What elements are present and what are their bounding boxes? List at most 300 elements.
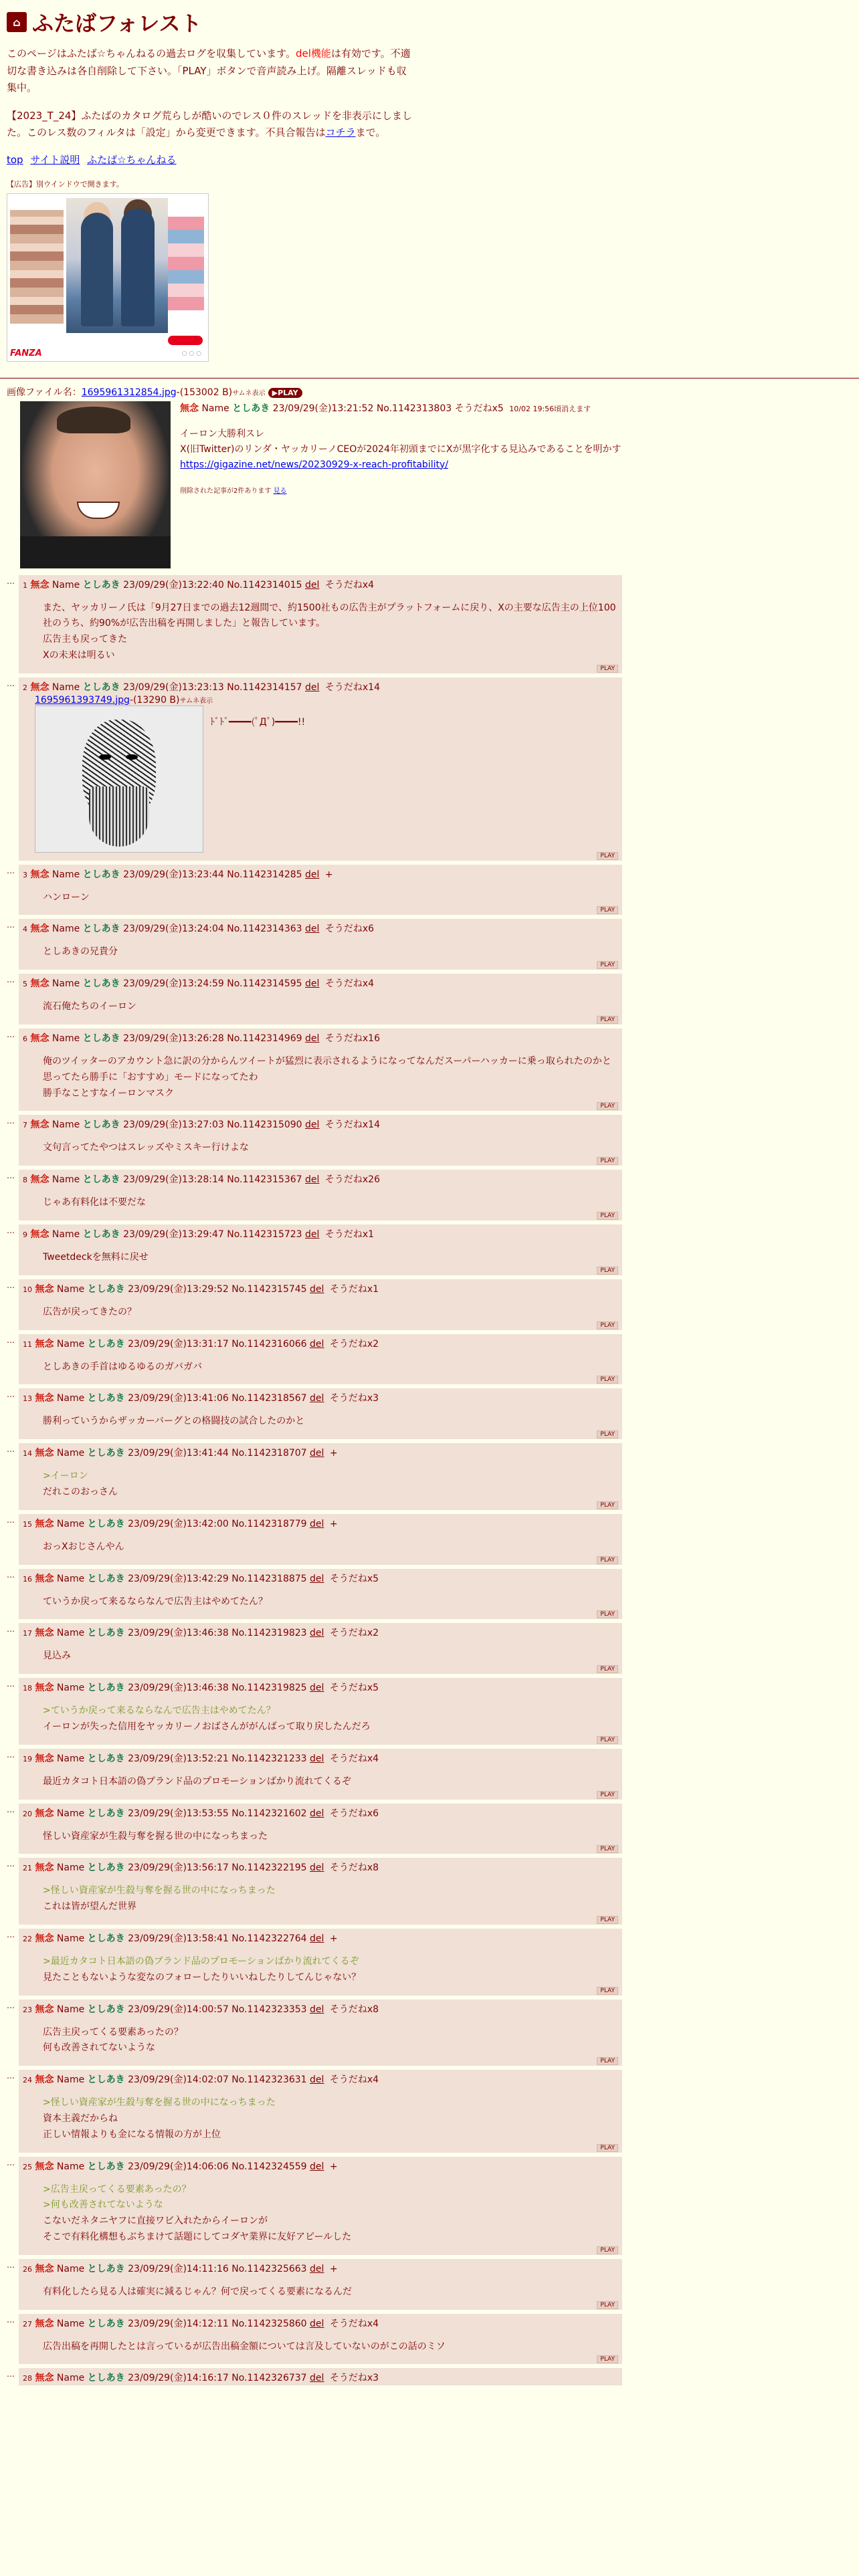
reply-line: 資本主義だからね <box>43 2113 118 2124</box>
reply-subject: 無念 <box>35 1808 54 1819</box>
reply-subject: 無念 <box>35 1393 54 1404</box>
reply-box <box>19 1443 622 1510</box>
del-button[interactable]: del <box>305 1033 320 1045</box>
reply-date: 23/09/29(金)14:12:11 <box>128 2318 229 2329</box>
reply-index: 11 <box>23 1339 32 1349</box>
show-deleted-link[interactable]: 見る <box>273 487 287 495</box>
reply-header <box>23 867 618 881</box>
reply-number[interactable]: No.1142318779 <box>231 1518 307 1529</box>
op-file-line <box>7 385 852 399</box>
sodane-button[interactable]: そうだねx4 <box>324 579 375 591</box>
ad-button[interactable] <box>168 336 203 345</box>
bug-report-link[interactable]: コチラ <box>325 126 356 138</box>
reply-dots: … <box>7 2000 15 2010</box>
reply-number[interactable]: No.1142314595 <box>227 978 302 990</box>
reply-dots: … <box>7 1570 15 1580</box>
reply-box <box>19 1678 622 1745</box>
op-file-link[interactable]: 1695961312854.jpg <box>81 387 177 398</box>
site-notice <box>7 108 415 142</box>
reply-date: 23/09/29(金)13:31:17 <box>128 1338 229 1350</box>
name-label: Name <box>52 1174 80 1186</box>
reply-date: 23/09/29(金)13:41:44 <box>128 1448 229 1459</box>
reply-file-line <box>35 695 618 706</box>
play-button-row <box>23 907 618 914</box>
reply-subject: 無念 <box>30 579 50 591</box>
del-button[interactable]: del <box>305 1174 320 1186</box>
reply-header <box>23 1572 618 1585</box>
sodane-button[interactable]: そうだねx4 <box>329 1753 379 1764</box>
reply-subject: 無念 <box>35 1448 54 1459</box>
sodane-button[interactable]: そうだねx4 <box>329 2074 379 2086</box>
del-button[interactable]: del <box>310 2161 324 2172</box>
reply-dots: … <box>7 1444 15 1455</box>
reply-image[interactable] <box>35 706 203 853</box>
reply-number[interactable]: No.1142315723 <box>227 1229 302 1241</box>
del-button[interactable]: del <box>310 1808 324 1819</box>
reply-line: 広告が戻ってきたの？ <box>43 1306 136 1317</box>
play-button[interactable]: PLAY <box>597 1102 618 1110</box>
reply-dots: … <box>7 1859 15 1869</box>
reply-post <box>7 1929 852 1996</box>
reply-name: としあき <box>87 2373 125 2384</box>
del-button[interactable]: del <box>310 2074 324 2086</box>
reply-line: おっXおじさんやん <box>43 1541 124 1552</box>
reply-line: 有料化したら見る人は確実に減るじゃん？何で戻ってくる要素になるんだ <box>43 2286 352 2297</box>
reply-name: としあき <box>87 1448 125 1459</box>
reply-dots: … <box>7 2369 15 2379</box>
del-button[interactable]: del <box>310 1393 324 1404</box>
reply-body <box>43 2339 618 2355</box>
play-button[interactable]: PLAY <box>597 1556 618 1564</box>
reply-body <box>43 999 618 1015</box>
reply-subject: 無念 <box>35 2004 54 2015</box>
reply-index: 7 <box>23 1121 27 1130</box>
nav-top-link[interactable]: top <box>7 153 23 166</box>
reply-date: 23/09/29(金)14:06:06 <box>128 2161 229 2172</box>
reply-body <box>43 2284 618 2300</box>
sodane-button[interactable]: そうだねx14 <box>324 1119 380 1131</box>
op-sodane[interactable]: そうだねx5 <box>454 403 504 414</box>
reply-name: としあき <box>87 1283 125 1295</box>
reply-number[interactable]: No.1142326737 <box>231 2373 307 2384</box>
reply-body <box>43 1250 618 1266</box>
sodane-button[interactable]: そうだねx6 <box>329 1808 379 1819</box>
reply-dots: … <box>7 975 15 985</box>
del-button[interactable]: del <box>310 1573 324 1584</box>
quote-line: >広告主戻ってくる要素あったの？ <box>43 2183 191 2195</box>
reply-subject: 無念 <box>35 2373 54 2384</box>
sodane-button[interactable]: そうだねx3 <box>329 2373 379 2384</box>
reply-body <box>43 1140 618 1156</box>
play-button-row <box>23 2058 618 2064</box>
play-button-row <box>23 1103 618 1109</box>
reply-box <box>19 1804 622 1854</box>
play-button[interactable]: PLAY <box>597 665 618 673</box>
reply-line: ていうか戻って来るならなんで広告主はやめてたん？ <box>43 1596 268 1607</box>
sodane-button[interactable]: そうだねx8 <box>329 2004 379 2015</box>
reply-box <box>19 2259 622 2310</box>
sodane-button[interactable]: そうだねx2 <box>329 1628 379 1639</box>
reply-post <box>7 1170 852 1220</box>
reply-subject: 無念 <box>35 1338 54 1350</box>
play-button[interactable]: PLAY <box>597 1845 618 1853</box>
reply-header <box>23 976 618 990</box>
reply-number[interactable]: No.1142318567 <box>231 1393 307 1404</box>
reply-name: としあき <box>82 579 120 591</box>
reply-file-link[interactable]: 1695961393749.jpg <box>35 694 130 706</box>
play-button[interactable]: PLAY <box>597 961 618 969</box>
reply-box <box>19 575 622 673</box>
reply-subject: 無念 <box>35 1628 54 1639</box>
reply-number[interactable]: No.1142318875 <box>231 1573 307 1584</box>
sodane-button[interactable]: + <box>329 2161 338 2172</box>
play-button[interactable]: PLAY <box>597 1321 618 1329</box>
play-button-row <box>23 853 618 859</box>
del-button[interactable]: del <box>305 869 320 880</box>
reply-post <box>7 1334 852 1385</box>
reply-line: 何も改善されてないような <box>43 2042 155 2054</box>
del-button[interactable]: del <box>310 1628 324 1639</box>
del-button[interactable]: del <box>310 1338 324 1350</box>
reply-name: としあき <box>82 1174 120 1186</box>
reply-date: 23/09/29(金)14:16:17 <box>128 2373 229 2384</box>
reply-line: 最近カタコト日本語の偽ブランド品のプロモーションばかり流れてくるぞ <box>43 1776 351 1787</box>
reply-number[interactable]: No.1142323353 <box>231 2004 307 2015</box>
reply-index: 20 <box>23 1809 32 1818</box>
del-button[interactable]: del <box>310 2318 324 2329</box>
sodane-button[interactable]: そうだねx5 <box>329 1573 379 1584</box>
reply-number[interactable]: No.1142316066 <box>231 1338 307 1350</box>
reply-post <box>7 1279 852 1330</box>
reply-number[interactable]: No.1142321233 <box>231 1753 307 1764</box>
reply-number[interactable]: No.1142314015 <box>227 579 302 591</box>
reply-name: としあき <box>82 1033 120 1045</box>
reply-line: イーロンが失った信用をヤッカリーノおばさんががんばって取り戻したんだろ <box>43 1721 371 1733</box>
reply-date: 23/09/29(金)13:29:47 <box>123 1229 224 1241</box>
sodane-button[interactable]: そうだねx5 <box>329 1683 379 1694</box>
site-logo-icon[interactable]: ⌂ <box>7 12 27 32</box>
reply-index: 1 <box>23 580 27 590</box>
reply-box <box>19 1749 622 1800</box>
reply-index: 26 <box>23 2264 32 2274</box>
reply-body <box>43 1305 618 1321</box>
reply-dots: … <box>7 1171 15 1181</box>
reply-number[interactable]: No.1142315090 <box>227 1119 302 1131</box>
del-button[interactable]: del <box>305 1229 320 1241</box>
play-button[interactable]: PLAY <box>597 1665 618 1673</box>
play-button[interactable]: PLAY <box>597 852 618 860</box>
op-article-link[interactable]: https://gigazine.net/news/20230929-x-reach-profitability/ <box>180 459 448 470</box>
op-image[interactable] <box>20 401 171 568</box>
sodane-button[interactable]: そうだねx6 <box>324 924 375 935</box>
name-label: Name <box>56 1283 85 1295</box>
reply-header <box>23 1117 618 1131</box>
reply-post <box>7 2314 852 2365</box>
sodane-button[interactable]: そうだねx2 <box>329 1338 379 1350</box>
sodane-button[interactable]: + <box>329 1448 338 1459</box>
reply-post <box>7 1804 852 1854</box>
reply-number[interactable]: No.1142314157 <box>227 681 302 693</box>
reply-date: 23/09/29(金)13:46:38 <box>128 1628 229 1639</box>
name-label: Name <box>52 1033 80 1045</box>
reply-date: 23/09/29(金)13:41:06 <box>128 1393 229 1404</box>
reply-number[interactable]: No.1142318707 <box>231 1448 307 1459</box>
reply-line: そこで有料化構想もぶちまけて話題にしてコダヤ業界に友好アピールした <box>43 2231 352 2242</box>
del-button[interactable]: del <box>310 2373 324 2384</box>
del-button[interactable]: del <box>305 681 320 693</box>
play-button[interactable]: PLAY <box>597 1430 618 1438</box>
del-button[interactable]: del <box>310 2004 324 2015</box>
reply-line: じゃあ有料化は不要だな <box>43 1197 146 1208</box>
reply-box <box>19 1029 622 1111</box>
op-name: としあき <box>232 403 270 414</box>
ad-banner[interactable] <box>7 193 209 362</box>
del-button[interactable]: del <box>305 924 320 935</box>
reply-index: 24 <box>23 2076 32 2085</box>
reply-line: 正しい情報よりも金になる情報の方が上位 <box>43 2129 221 2140</box>
del-button[interactable]: del <box>305 978 320 990</box>
play-button[interactable]: PLAY <box>597 1736 618 1744</box>
reply-index: 16 <box>23 1574 32 1584</box>
play-button[interactable]: PLAY <box>597 1791 618 1799</box>
reply-name: としあき <box>87 1683 125 1694</box>
reply-box <box>19 1623 622 1674</box>
name-label: Name <box>56 2263 85 2274</box>
page-title: ふたばフォレスト <box>32 11 202 36</box>
play-button-row <box>23 1988 618 1994</box>
play-button[interactable]: PLAY <box>597 2301 618 2309</box>
reply-post <box>7 865 852 916</box>
sodane-button[interactable]: そうだねx8 <box>329 1862 379 1874</box>
op-text-line: X(旧Twitter)のリンダ・ヤッカリーノCEOが2024年初頭までにXが黒字化する見込みであることを明かす <box>180 443 622 455</box>
reply-box <box>19 1514 622 1565</box>
reply-name: としあき <box>87 2004 125 2015</box>
reply-name: としあき <box>87 1573 125 1584</box>
reply-number[interactable]: No.1142319825 <box>231 1683 307 1694</box>
reply-dots: … <box>7 2157 15 2167</box>
reply-index: 8 <box>23 1176 27 1185</box>
play-button-row <box>23 1158 618 1164</box>
reply-post <box>7 1029 852 1111</box>
reply-header <box>23 1626 618 1639</box>
play-button-row <box>23 1666 618 1673</box>
del-button[interactable]: del <box>305 579 320 591</box>
reply-name: としあき <box>82 1229 120 1241</box>
reply-header <box>23 2159 618 2173</box>
reply-box <box>19 1569 622 1620</box>
reply-index: 27 <box>23 2319 32 2329</box>
del-button[interactable]: del <box>310 1283 324 1295</box>
reply-dots: … <box>7 1749 15 1759</box>
reply-body <box>43 1054 618 1101</box>
sodane-button[interactable]: そうだねx26 <box>324 1174 380 1186</box>
reply-date: 23/09/29(金)13:26:28 <box>123 1033 224 1045</box>
reply-number[interactable]: No.1142315367 <box>227 1174 302 1186</box>
play-button[interactable]: PLAY <box>597 2057 618 2065</box>
reply-body <box>43 1414 618 1430</box>
reply-header <box>23 1172 618 1186</box>
reply-date: 23/09/29(金)13:58:41 <box>128 1933 229 1945</box>
play-button-row <box>23 2302 618 2309</box>
reply-post <box>7 575 852 673</box>
sodane-button[interactable]: + <box>324 869 333 880</box>
del-button[interactable]: del <box>310 1448 324 1459</box>
reply-date: 23/09/29(金)13:28:14 <box>123 1174 224 1186</box>
reply-body <box>43 1703 618 1735</box>
play-button[interactable]: PLAY <box>597 1501 618 1509</box>
play-button[interactable]: PLAY <box>597 1267 618 1275</box>
play-button[interactable]: PLAY <box>597 2355 618 2363</box>
play-button[interactable]: PLAY <box>597 2246 618 2254</box>
reply-header <box>23 2371 618 2384</box>
reply-post <box>7 2259 852 2310</box>
reply-dots: … <box>7 2315 15 2325</box>
reply-subject: 無念 <box>30 681 50 693</box>
play-button[interactable]: PLAY <box>597 1916 618 1924</box>
del-button[interactable]: del <box>310 1933 324 1945</box>
reply-subject: 無念 <box>35 1573 54 1584</box>
reply-box <box>19 1170 622 1220</box>
reply-header <box>23 680 618 693</box>
reply-index: 6 <box>23 1035 27 1044</box>
reply-line: Xの未来は明るい <box>43 649 115 661</box>
play-button[interactable]: PLAY <box>597 1987 618 1995</box>
reply-subject: 無念 <box>30 978 50 990</box>
reply-name: としあき <box>82 1119 120 1131</box>
op-number[interactable]: No.1142313803 <box>376 403 452 414</box>
name-label: Name <box>56 1933 85 1945</box>
reply-header <box>23 1282 618 1295</box>
reply-file-size: -(13290 B) <box>129 694 180 706</box>
sodane-button[interactable]: そうだねx14 <box>324 681 380 693</box>
name-label: Name <box>201 403 229 414</box>
del-button[interactable]: del <box>310 1753 324 1764</box>
name-label: Name <box>56 2373 85 2384</box>
reply-line: 広告出稿を再開したとは言っているが広告出稿金額については言及していないのがこの話のミソ <box>43 2341 446 2352</box>
reply-number[interactable]: No.1142325860 <box>231 2318 307 2329</box>
reply-date: 23/09/29(金)13:24:04 <box>123 924 224 935</box>
reply-header <box>23 2262 618 2275</box>
reply-post <box>7 1115 852 1166</box>
sodane-button[interactable]: そうだねx16 <box>324 1033 380 1045</box>
reply-number[interactable]: No.1142322764 <box>231 1933 307 1945</box>
name-label: Name <box>56 1862 85 1874</box>
ad-logo: FANZA <box>10 348 42 358</box>
reply-header <box>23 2002 618 2016</box>
reply-name: としあき <box>87 2161 125 2172</box>
sodane-button[interactable]: そうだねx4 <box>329 2318 379 2329</box>
play-button-row <box>23 1212 618 1219</box>
reply-number[interactable]: No.1142314285 <box>227 869 302 880</box>
del-feature-link[interactable]: del機能 <box>295 47 331 60</box>
reply-date: 23/09/29(金)14:11:16 <box>128 2263 229 2274</box>
nav-futaba-link[interactable]: ふたば☆ちゃんねる <box>87 153 177 166</box>
sodane-button[interactable]: そうだねx1 <box>329 1283 379 1295</box>
reply-number[interactable]: No.1142324559 <box>231 2161 307 2172</box>
reply-index: 14 <box>23 1449 32 1459</box>
op-date: 23/09/29(金)13:21:52 <box>272 403 374 414</box>
reply-date: 23/09/29(金)13:56:17 <box>128 1862 229 1874</box>
name-label: Name <box>56 2074 85 2086</box>
reply-box <box>19 1224 622 1275</box>
reply-post <box>7 2070 852 2152</box>
del-button[interactable]: del <box>310 1518 324 1529</box>
play-button-row <box>23 962 618 968</box>
reply-header <box>23 1031 618 1045</box>
play-button[interactable]: PLAY <box>597 1016 618 1024</box>
sodane-button[interactable]: + <box>329 1933 338 1945</box>
quote-line: >イーロン <box>43 1471 88 1482</box>
name-label: Name <box>52 924 80 935</box>
reply-line: 見たこともないような変なのフォローしたりいいねしたりしてんじゃない？ <box>43 1971 361 1983</box>
del-button[interactable]: del <box>310 2263 324 2274</box>
reply-number[interactable]: No.1142319823 <box>231 1628 307 1639</box>
ad-image-main <box>66 198 168 333</box>
sodane-button[interactable]: そうだねx1 <box>324 1229 375 1241</box>
reply-number[interactable]: No.1142322195 <box>231 1862 307 1874</box>
reply-post <box>7 1388 852 1439</box>
nav-about-link[interactable]: サイト説明 <box>30 153 80 166</box>
reply-header <box>23 578 618 591</box>
sodane-button[interactable]: そうだねx3 <box>329 1393 379 1404</box>
reply-name: としあき <box>82 681 120 693</box>
reply-number[interactable]: No.1142314969 <box>227 1033 302 1045</box>
reply-date: 23/09/29(金)13:27:03 <box>123 1119 224 1131</box>
reply-name: としあき <box>87 1393 125 1404</box>
reply-box <box>19 919 622 970</box>
play-button[interactable]: PLAY <box>597 1212 618 1220</box>
play-button[interactable]: PLAY <box>597 2144 618 2152</box>
op-play-button[interactable]: ▶PLAY <box>268 388 302 398</box>
sodane-button[interactable]: + <box>329 1518 338 1529</box>
reply-number[interactable]: No.1142325663 <box>231 2263 307 2274</box>
deleted-note <box>180 485 621 495</box>
reply-box <box>19 2157 622 2255</box>
reply-subject: 無念 <box>35 1933 54 1945</box>
reply-dots: … <box>7 576 15 586</box>
play-button[interactable]: PLAY <box>597 1610 618 1618</box>
reply-number[interactable]: No.1142321602 <box>231 1808 307 1819</box>
reply-index: 13 <box>23 1394 32 1404</box>
thread <box>0 385 859 2386</box>
reply-number[interactable]: No.1142315745 <box>231 1283 307 1295</box>
reply-date: 23/09/29(金)13:46:38 <box>128 1683 229 1694</box>
play-button[interactable]: PLAY <box>597 1376 618 1384</box>
play-button[interactable]: PLAY <box>597 906 618 914</box>
del-button[interactable]: del <box>305 1119 320 1131</box>
reply-post <box>7 1623 852 1674</box>
reply-dots: … <box>7 1390 15 1400</box>
sodane-button[interactable]: + <box>329 2263 338 2274</box>
site-title <box>7 7 852 37</box>
del-button[interactable]: del <box>310 1862 324 1874</box>
name-label: Name <box>56 1393 85 1404</box>
deleted-note-text: 削除された記事が2件あります <box>180 487 272 495</box>
del-button[interactable]: del <box>310 1683 324 1694</box>
reply-subject: 無念 <box>35 1518 54 1529</box>
reply-post <box>7 919 852 970</box>
reply-number[interactable]: No.1142314363 <box>227 924 302 935</box>
notice-text: 【2023_T_24】ふたばのカタログ荒らしが酷いのでレス０件のスレッドを非表示にしました。このレス数のフィルタは「設定」から変更できます。不具合報告は <box>7 109 412 138</box>
reply-body <box>43 2182 618 2246</box>
reply-number[interactable]: No.1142323631 <box>231 2074 307 2086</box>
reply-line: 流石俺たちのイーロン <box>43 1001 136 1012</box>
play-button[interactable]: PLAY <box>597 1157 618 1165</box>
sodane-button[interactable]: そうだねx4 <box>324 978 375 990</box>
reply-box <box>19 1929 622 1996</box>
file-label: 画像ファイル名： <box>7 387 82 398</box>
reply-subject: 無念 <box>35 2263 54 2274</box>
